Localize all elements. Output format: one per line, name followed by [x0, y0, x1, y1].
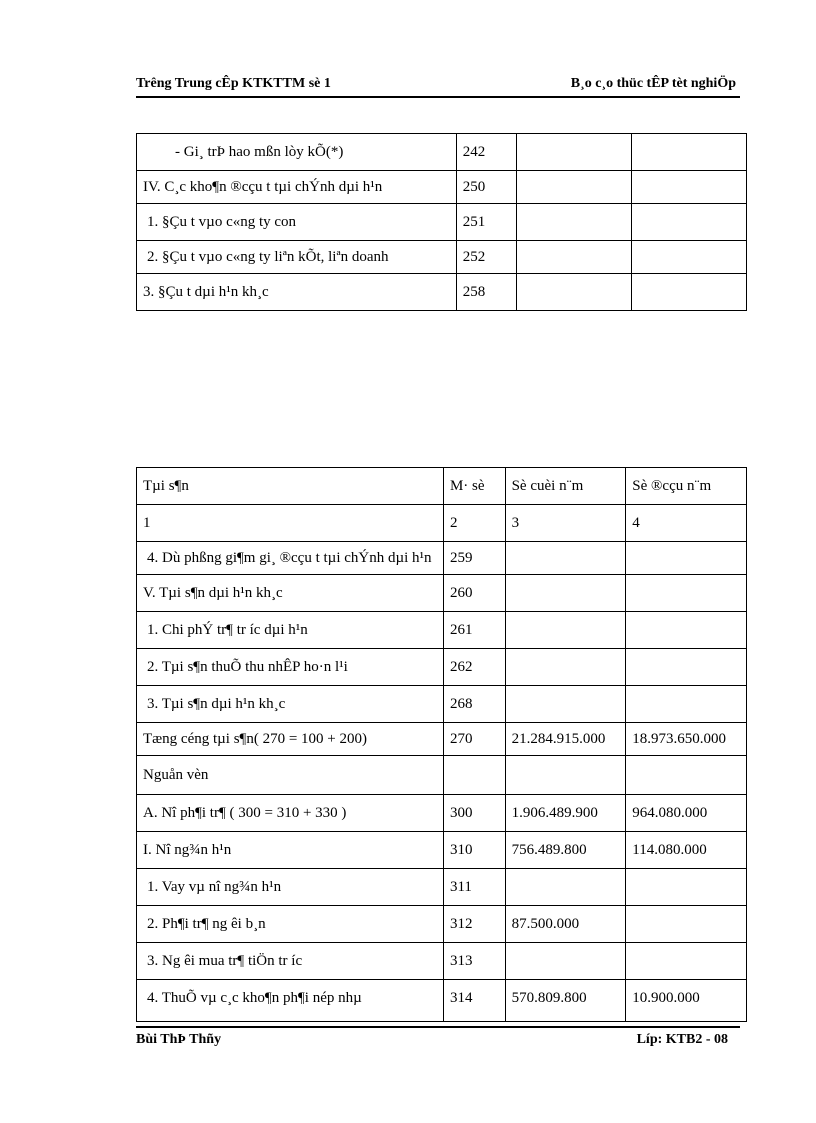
row-begin-value	[626, 756, 747, 795]
row-end-value	[505, 686, 626, 723]
row-code: 261	[443, 612, 505, 649]
row-item-name: - Gi¸ trÞ hao mßn lòy kÕ(*)	[137, 134, 457, 171]
header-divider	[136, 96, 740, 98]
header-assets: Tµi s¶n	[137, 468, 444, 505]
row-code: 270	[443, 723, 505, 756]
row-end-value	[505, 649, 626, 686]
row-end-value: 21.284.915.000	[505, 723, 626, 756]
footer-author-name: Bùi ThÞ Thñy	[136, 1032, 222, 1047]
row-code: 259	[443, 542, 505, 575]
row-code: 313	[443, 943, 505, 980]
row-item-name: 3. Tµi s¶n dµi h¹n kh¸c	[137, 686, 444, 723]
table-row	[137, 980, 747, 1022]
row-code: 242	[456, 134, 516, 171]
table-row	[137, 869, 747, 906]
row-code: 251	[456, 204, 516, 241]
page-header	[136, 76, 740, 96]
table-row	[137, 612, 747, 649]
row-end-value	[505, 869, 626, 906]
row-begin-value: 964.080.000	[626, 795, 747, 832]
row-end-value	[516, 134, 631, 171]
table-row	[137, 575, 747, 612]
table-row	[137, 241, 747, 274]
index-2: 2	[443, 505, 505, 542]
row-end-value	[516, 241, 631, 274]
row-end-value	[516, 204, 631, 241]
row-begin-value	[631, 134, 746, 171]
row-begin-value	[626, 612, 747, 649]
row-item-name: A. Nî ph¶i tr¶ ( 300 = 310 + 330 )	[137, 795, 444, 832]
table-row	[137, 542, 747, 575]
row-code	[443, 756, 505, 795]
row-begin-value	[631, 241, 746, 274]
row-end-value	[505, 612, 626, 649]
table-row	[137, 943, 747, 980]
table-row	[137, 795, 747, 832]
row-code: 250	[456, 171, 516, 204]
page-footer	[136, 1032, 740, 1052]
row-code: 268	[443, 686, 505, 723]
row-item-name: 1. Vay vµ nî ng¾n h¹n	[137, 869, 444, 906]
row-begin-value	[626, 906, 747, 943]
index-3: 3	[505, 505, 626, 542]
row-begin-value	[626, 575, 747, 612]
header-code: M· sè	[443, 468, 505, 505]
table-header-row	[137, 468, 747, 505]
row-item-name: 3. Ng êi mua tr¶ tiÖn tr íc	[137, 943, 444, 980]
row-code: 312	[443, 906, 505, 943]
header-start-of-year: Sè ®cçu n¨m	[626, 468, 747, 505]
row-item-name: 3. §Çu t dµi h¹n kh¸c	[137, 274, 457, 311]
row-end-value: 1.906.489.900	[505, 795, 626, 832]
row-code: 311	[443, 869, 505, 906]
table-row	[137, 686, 747, 723]
row-begin-value	[626, 686, 747, 723]
row-item-name: 2. Ph¶i tr¶ ng êi b¸n	[137, 906, 444, 943]
row-end-value	[505, 943, 626, 980]
row-item-name: 2. Tµi s¶n thuÕ thu nhÊP ho·n l¹i	[137, 649, 444, 686]
row-end-value: 87.500.000	[505, 906, 626, 943]
row-item-name: V. Tµi s¶n dµi h¹n kh¸c	[137, 575, 444, 612]
row-begin-value: 114.080.000	[626, 832, 747, 869]
row-item-name: 4. ThuÕ vµ c¸c kho¶n ph¶i nép nhµ	[137, 980, 444, 1022]
row-end-value	[516, 274, 631, 311]
row-item-name: I. Nî ng¾n h¹n	[137, 832, 444, 869]
row-code: 258	[456, 274, 516, 311]
row-item-name: IV. C¸c kho¶n ®cçu t tµi chÝnh dµi h¹n	[137, 171, 457, 204]
table-index-row	[137, 505, 747, 542]
row-end-value: 756.489.800	[505, 832, 626, 869]
row-begin-value	[631, 171, 746, 204]
row-begin-value: 18.973.650.000	[626, 723, 747, 756]
header-report-title: B¸o c¸o thüc tÊP tèt nghiÖp	[570, 76, 736, 91]
row-item-name: 4. Dù phßng gi¶m gi¸ ®cçu t tµi chÝnh dµi h¹n	[137, 542, 444, 575]
row-end-value	[505, 575, 626, 612]
row-end-value: 570.809.800	[505, 980, 626, 1022]
row-begin-value: 10.900.000	[626, 980, 747, 1022]
row-begin-value	[626, 869, 747, 906]
index-4: 4	[626, 505, 747, 542]
table-row	[137, 832, 747, 869]
row-begin-value	[626, 542, 747, 575]
footer-divider	[136, 1026, 740, 1028]
header-school-name: Trêng Trung cÊp KTKTTM sè 1	[136, 76, 331, 91]
table-row	[137, 649, 747, 686]
table-row	[137, 171, 747, 204]
row-code: 252	[456, 241, 516, 274]
row-item-name: 1. §Çu t vµo c«ng ty con	[137, 204, 457, 241]
row-end-value	[505, 542, 626, 575]
table-row	[137, 204, 747, 241]
assets-table-continued	[136, 133, 747, 311]
row-item-name: 1. Chi phÝ tr¶ tr íc dµi h¹n	[137, 612, 444, 649]
row-item-name: Tæng céng tµi s¶n( 270 = 100 + 200)	[137, 723, 444, 756]
table-row	[137, 134, 747, 171]
table-row	[137, 906, 747, 943]
header-end-of-year: Sè cuèi n¨m	[505, 468, 626, 505]
table-row-total-assets	[137, 723, 747, 756]
row-code: 314	[443, 980, 505, 1022]
row-item-name: Nguån vèn	[137, 756, 444, 795]
row-begin-value	[631, 204, 746, 241]
index-1: 1	[137, 505, 444, 542]
row-begin-value	[626, 943, 747, 980]
row-code: 260	[443, 575, 505, 612]
row-end-value	[516, 171, 631, 204]
balance-sheet-table	[136, 467, 747, 1022]
row-begin-value	[626, 649, 747, 686]
footer-class-code: Líp: KTB2 - 08	[636, 1032, 728, 1047]
row-code: 310	[443, 832, 505, 869]
row-begin-value	[631, 274, 746, 311]
row-item-name: 2. §Çu t vµo c«ng ty liªn kÕt, liªn doanh	[137, 241, 457, 274]
row-code: 300	[443, 795, 505, 832]
table-row	[137, 274, 747, 311]
row-end-value	[505, 756, 626, 795]
table-row-section	[137, 756, 747, 795]
row-code: 262	[443, 649, 505, 686]
